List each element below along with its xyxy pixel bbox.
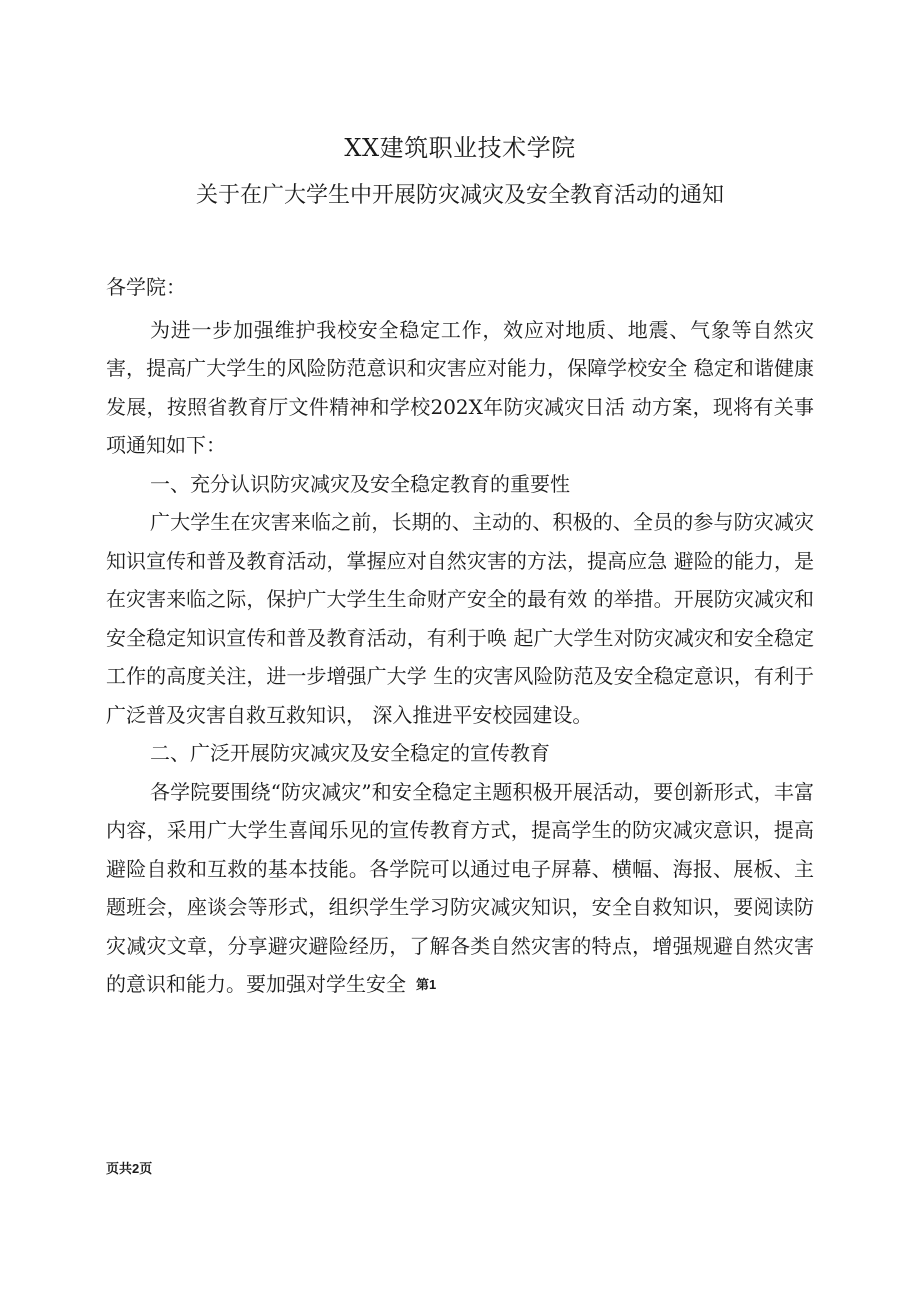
section-2-paragraph	[106, 773, 814, 1007]
intro-paragraph: 为进一步加强维护我校安全稳定工作，效应对地质、地震、气象等自然灾害，提高广大学生的风险防范意识和灾害应对能力，保障学校安全 稳定和谐健康发展，按照省教育厅文件精神和学校202X年防灾减灾日活 动方案，现将有关事项通知如下：	[106, 317, 814, 457]
section-2-text: 各学院要围绕“防灾减灾”和安全稳定主题积极开展活动，要创新形式，丰富内容，采用广大学生喜闻乐见的宣传教育方式，提高学生的防灾减灾意识，提高避险自救和互救的基本技能。各学院可以通过电子屏幕、横幅、海报、展板、主题班会，座谈会等形式，组织学生学习防灾减灾知识，安全自救知识，要阅读防灾减灾文章，分享避灾避险经历，了解各类自然灾害的特点，增强规避自然灾害的意识和能力。要加强对学生安全	[106, 779, 814, 996]
page-number-part1: 第1	[416, 977, 437, 992]
page-number-part2: 页共2页	[106, 1161, 153, 1176]
document-title-institution: XX建筑职业技术学院	[344, 134, 576, 162]
document-body	[106, 268, 814, 1007]
section-1-heading: 一、充分认识防灾减灾及安全稳定教育的重要性	[150, 471, 570, 496]
section-2-heading: 二、广泛开展防灾减灾及安全稳定的宣传教育	[150, 741, 550, 765]
section-1-paragraph: 广大学生在灾害来临之前，长期的、主动的、积极的、全员的参与防灾减灾知识宣传和普及教育活动，掌握应对自然灾害的方法，提高应急 避险的能力，是在灾害来临之际，保护广大学生生命财产安全的最有效 的举措。开展防灾减灾和安全稳定知识宣传和普及教育活动，有利于唤 起广大学生对防灾减灾和安全稳定工作的高度关注，进一步增强广大学 生的灾害风险防范及安全稳定意识，有利于广泛普及灾害自救互救知识， 深入推进平安校园建设。	[106, 510, 814, 727]
salutation: 各学院：	[106, 275, 186, 299]
document-title-notice: 关于在广大学生中开展防灾减灾及安全教育活动的通知	[195, 183, 724, 208]
